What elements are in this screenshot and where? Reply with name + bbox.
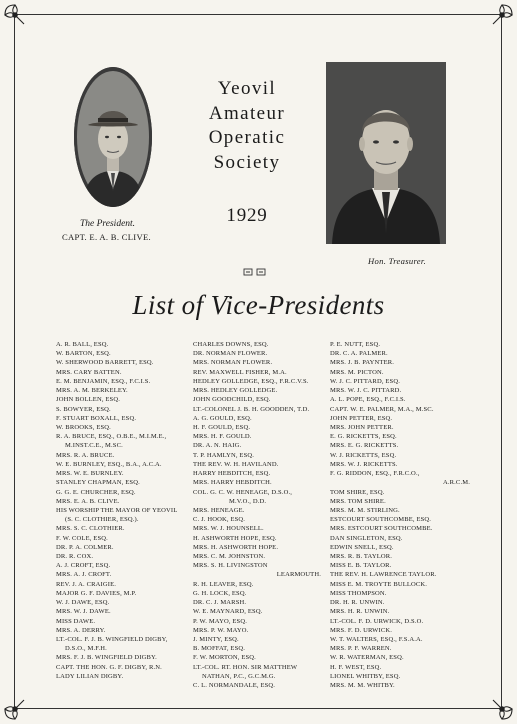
list-item: TOM SHIRE, ESQ. [330, 488, 385, 496]
treasurer-portrait [326, 62, 446, 244]
list-item: HEDLEY GOLLEDGE, ESQ., F.R.C.V.S. [193, 377, 309, 385]
list-item: D.S.O., M.F.H. [65, 645, 107, 653]
list-item: MRS. W. E. BURNLEY. [56, 470, 124, 478]
list-item: MRS. M. M. STIRLING. [330, 506, 400, 514]
list-item: DR. NORMAN FLOWER. [193, 350, 268, 358]
list-item: LIONEL WHITBY, ESQ. [330, 672, 401, 680]
list-item: T. P. HAMLYN, ESQ. [193, 451, 255, 459]
list-item: LT.-COL. RT. HON. SIR MATTHEW [193, 663, 298, 671]
list-item: MISS DAWE. [56, 617, 96, 625]
list-item: MRS. CARY BATTEN. [56, 368, 122, 376]
list-item: THE REV. W. H. HAVILAND. [193, 460, 279, 468]
list-item: REV. J. A. CRAIGIE. [56, 580, 117, 588]
list-item: A. R. BALL, ESQ. [56, 341, 109, 348]
society-title-line: Operatic [208, 127, 286, 148]
list-item: CAPT. THE HON. G. F. DIGBY, R.N. [56, 663, 162, 671]
list-item: MRS. ESTCOURT SOUTHCOMBE. [330, 525, 433, 533]
list-item: H. F. GOULD, ESQ. [193, 423, 251, 431]
list-item: MRS. A. J. CROFT. [56, 571, 112, 579]
list-item: LT.-COLONEL J. B. H. GOODDEN, T.D. [193, 405, 310, 413]
list-item: REV. MAXWELL FISHER, M.A. [193, 368, 287, 376]
list-item: ESTCOURT SOUTHCOMBE, ESQ. [330, 516, 432, 524]
list-item: MRS. A. M. BERKELEY. [56, 387, 128, 395]
list-item: MRS. A. DERRY. [56, 626, 106, 634]
list-item: MRS. HEDLEY GOLLEDGE. [193, 387, 278, 395]
list-item: R. H. LEAVER, ESQ. [193, 580, 254, 588]
list-item: H. F. WEST, ESQ. [330, 663, 382, 671]
list-item: MRS. TOM SHIRE. [330, 497, 386, 505]
list-item: W. J. DAWE, ESQ. [56, 599, 110, 607]
corner-ornament-icon [489, 2, 515, 28]
divider-ornament-icon [243, 261, 267, 269]
list-item: DR. A. N. HAIG. [193, 442, 242, 450]
list-item: F. W. MORTON, ESQ. [193, 654, 256, 662]
list-item: R. A. BRUCE, ESQ., O.B.E., M.I.M.E., [56, 433, 167, 441]
list-item: A. G. GOULD, ESQ. [193, 414, 252, 422]
list-item: G. H. LOCK, ESQ. [193, 589, 247, 597]
list-item: MRS. S. H. LIVINGSTON [193, 562, 268, 570]
list-item: HARRY HEBDITCH, ESQ. [193, 470, 271, 478]
list-item: CAPT. W. E. PALMER, M.A., M.SC. [330, 405, 434, 413]
society-title-line: Society [213, 151, 281, 173]
list-item: MRS. F. D. URWICK. [330, 626, 393, 634]
list-item: MRS. S. C. CLOTHIER. [56, 525, 125, 533]
vice-presidents-column-1 [56, 340, 177, 681]
list-item: MRS. JOHN PETTER. [330, 423, 394, 431]
list-item: LT.-COL. F. J. B. WINGFIELD DIGBY, [56, 636, 168, 643]
list-item: (S. C. CLOTHIER, ESQ.). [65, 516, 139, 524]
list-item: HIS WORSHIP THE MAYOR OF YEOVIL [56, 506, 178, 514]
list-item: DR. C. A. PALMER. [330, 350, 388, 358]
list-item: DR. P. A. COLMER. [56, 543, 114, 551]
list-item: MAJOR G. F. DAVIES, M.P. [56, 589, 137, 597]
list-item: DR. R. COX. [56, 553, 94, 561]
list-item: MRS. HARRY HEBDITCH. [193, 479, 272, 487]
list-item: MRS. H. F. GOULD. [193, 433, 252, 441]
society-year: 1929 [226, 205, 268, 226]
list-item: JOHN BOLLEN, ESQ. [56, 396, 121, 404]
list-item: EDWIN SNELL, ESQ. [330, 543, 394, 551]
list-item: M.INST.C.E., M.SC. [65, 442, 123, 450]
list-item: DR. C. J. MARSH. [193, 599, 247, 607]
list-item: W. J. RICKETTS, ESQ. [330, 451, 397, 459]
corner-ornament-icon [489, 696, 515, 722]
list-item: MRS. W. J. C. PITTARD. [330, 387, 402, 395]
list-item: MRS. R. A. BRUCE. [56, 451, 115, 459]
society-title-line: Yeovil [217, 78, 277, 99]
list-item: MRS. F. J. B. WINGFIELD DIGBY. [56, 654, 157, 662]
list-item: B. MOFFAT, ESQ. [193, 645, 246, 653]
list-item: MRS. W. J. HOUNSELL. [193, 525, 264, 533]
president-caption: The President. [80, 219, 136, 229]
list-item: THE REV. H. LAWRENCE TAYLOR. [330, 571, 437, 579]
list-item: A.R.C.M. [442, 479, 470, 487]
president-portrait [74, 67, 152, 209]
list-item: P. W. MAYO, ESQ. [193, 617, 248, 625]
list-item: MRS. P. F. WARREN. [330, 645, 392, 653]
list-item: COL. G. C. W. HENEAGE, D.S.O., [193, 488, 293, 496]
list-item: C. J. HOOK, ESQ. [193, 516, 246, 524]
vice-presidents-column-3 [330, 340, 470, 690]
list-item: G. G. E. CHURCHER, ESQ. [56, 488, 136, 496]
list-item: W. E. BURNLEY, ESQ., B.A., A.C.A. [56, 460, 162, 468]
list-item: MRS. C. M. JOHNSTON. [193, 553, 266, 561]
list-item: F. G. RIDDON, ESQ., F.R.C.O., [330, 470, 420, 478]
list-item: P. E. NUTT, ESQ. [330, 341, 381, 348]
vice-presidents-column-2 [193, 340, 321, 690]
list-item: JOHN PETTER, ESQ. [330, 414, 393, 422]
list-item: DR. H. R. UNWIN. [330, 599, 385, 607]
list-item: NATHAN, P.C., G.C.M.G. [202, 672, 276, 680]
list-item: MRS. E. A. B. CLIVE. [56, 497, 120, 505]
society-title-line: Amateur [208, 102, 286, 124]
list-item: LEARMOUTH. [276, 571, 321, 579]
list-item: MRS. W. J. DAWE. [56, 608, 111, 616]
list-item: MISS E. M. TROYTE BULLOCK. [330, 580, 428, 588]
list-item: MRS. J. B. PAYNTER. [330, 359, 395, 367]
list-item: W. BROOKS, ESQ. [56, 423, 111, 431]
list-item: MRS. NORMAN FLOWER. [193, 359, 273, 367]
list-item: H. ASHWORTH HOPE, ESQ. [193, 534, 277, 542]
list-item: LADY LILIAN DIGBY. [56, 672, 124, 680]
list-item: W. E. MAYNARD, ESQ. [193, 608, 263, 616]
list-item: W. BARTON, ESQ. [56, 350, 111, 358]
list-item: W. SHERWOOD BARRETT, ESQ. [56, 359, 154, 367]
list-item: MRS. H. ASHWORTH HOPE. [193, 543, 279, 551]
list-item: W. R. WATERMAN, ESQ. [330, 654, 404, 662]
list-title: List of Vice-Presidents [132, 290, 385, 320]
list-item: S. BOWYER, ESQ. [56, 405, 111, 413]
list-item: C. L. NORMANDALE, ESQ. [193, 682, 276, 690]
corner-ornament-icon [2, 2, 28, 28]
list-item: M.V.O., D.D. [229, 497, 267, 505]
list-item: DAN SINGLETON, ESQ. [330, 534, 403, 542]
list-item: CHARLES DOWNS, ESQ. [193, 341, 269, 348]
list-item: LT.-COL. F. D. URWICK, D.S.O. [330, 617, 424, 625]
list-item: MRS. M. PICTON. [330, 368, 384, 376]
list-item: E. G. RICKETTS, ESQ. [330, 433, 397, 441]
list-item: MISS E. B. TAYLOR. [330, 562, 392, 570]
society-title [188, 77, 306, 175]
list-item: J. MINTY, ESQ. [193, 636, 239, 643]
list-item: F. W. COLE, ESQ. [56, 534, 108, 542]
corner-ornament-icon [2, 696, 28, 722]
president-name: CAPT. E. A. B. CLIVE. [62, 232, 151, 242]
list-item: JOHN GOODCHILD, ESQ. [193, 396, 271, 404]
list-item: A. J. CROFT, ESQ. [56, 562, 111, 570]
list-item: E. M. BENJAMIN, ESQ., F.C.I.S. [56, 377, 151, 385]
list-item: MRS. HENEAGE. [193, 506, 245, 514]
list-item: MRS. W. J. RICKETTS. [330, 460, 398, 468]
list-item: MRS. E. G. RICKETTS. [330, 442, 399, 450]
list-item: F. STUART BOXALL, ESQ. [56, 414, 137, 422]
list-item: W. T. WALTERS, ESQ., F.S.A.A. [330, 636, 423, 643]
list-item: MISS THOMPSON. [330, 589, 387, 597]
list-item: STANLEY CHAPMAN, ESQ. [56, 479, 140, 487]
list-item: W. J. C. PITTARD, ESQ. [330, 377, 401, 385]
list-item: MRS. M. M. WHITBY. [330, 682, 395, 690]
list-item: MRS. R. B. TAYLOR. [330, 553, 393, 561]
list-item: MRS. H. R. UNWIN. [330, 608, 390, 616]
treasurer-caption: Hon. Treasurer. [368, 256, 427, 266]
list-item: MRS. P. W. MAYO. [193, 626, 249, 634]
list-item: A. L. POPE, ESQ., F.C.I.S. [330, 396, 406, 404]
